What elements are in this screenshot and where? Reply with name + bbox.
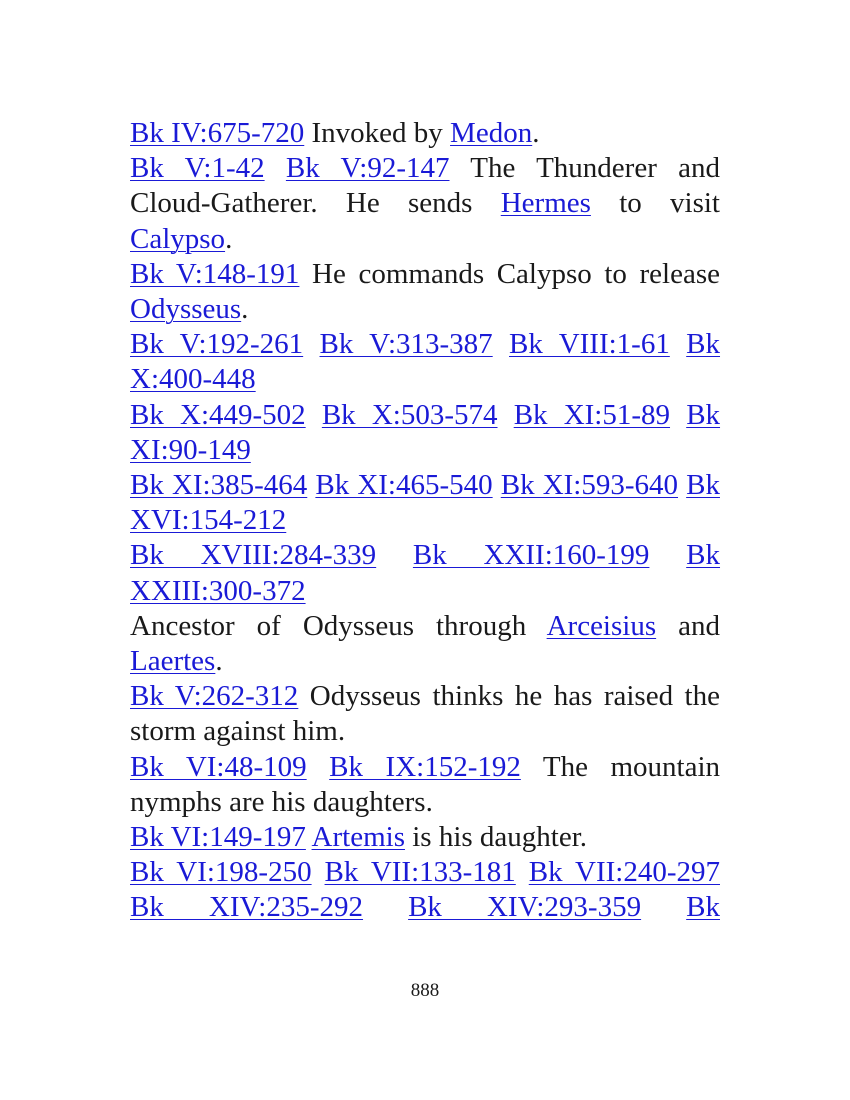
entry-paragraph [130,257,720,327]
reference-link[interactable]: Bk IX:152-192 [329,750,521,783]
entry-text [670,328,686,360]
reference-link[interactable]: Bk VII:240-297 [528,856,720,889]
reference-link[interactable]: Medon [450,117,533,149]
entry-text: to visit [590,187,720,220]
entry-text [312,856,325,888]
reference-link[interactable]: Artemis [311,821,405,854]
reference-link[interactable]: Bk XI:593-640 [500,469,679,502]
entry-text: . [215,645,223,678]
reference-link[interactable]: Bk VI:198-250 [130,856,312,889]
reference-link[interactable]: Arceisius [546,609,657,642]
entry-paragraph [130,151,720,257]
reference-link[interactable]: Bk XXIII:300-372 [130,539,721,607]
reference-link[interactable]: Bk XI:90-149 [130,398,721,466]
entry-text: and [656,609,720,642]
reference-link[interactable]: Bk X:503-574 [321,398,498,431]
entry-text: Ancestor of Odysseus through [130,609,547,642]
reference-link[interactable]: Bk V:313-387 [319,328,493,361]
entry-text: . [225,222,233,255]
entry-paragraph [130,609,720,679]
entry-text: Odysseus thinks he has raised the storm against him. [130,680,720,748]
entry-paragraph [130,468,720,538]
entry-text [516,856,529,888]
reference-link[interactable]: Bk IV:675-720 [130,117,305,149]
page-body [130,116,720,926]
entry-text [376,539,413,571]
entry-paragraph [130,855,720,925]
entry-text: The mountain nymphs are his daughters. [130,750,720,818]
entry-text [303,328,319,360]
reference-link[interactable]: Bk XI:465-540 [315,469,493,502]
entry-text [493,328,509,360]
entry-text [649,539,686,571]
entry-text: Invoked by [304,117,451,149]
entry-text [306,399,322,431]
entry-paragraph [130,820,720,855]
entry-text: is his daughter. [404,821,588,854]
reference-link[interactable]: Bk [686,891,720,924]
reference-link[interactable]: Bk XI:51-89 [513,398,671,431]
entry-paragraph [130,116,720,151]
entry-text: The Thunderer and Cloud-Gatherer. He sends [130,152,721,220]
reference-link[interactable]: Calypso [130,222,226,255]
entry-paragraph [130,679,720,749]
reference-link[interactable]: Bk XIV:235-292 [130,891,364,924]
entry-paragraph [130,538,720,608]
entry-paragraph [130,398,720,468]
reference-link[interactable]: Bk X:400-448 [130,328,721,396]
reference-link[interactable]: Bk V:262-312 [130,680,299,713]
reference-link[interactable]: Bk V:1-42 [130,152,265,185]
reference-link[interactable]: Bk XIV:293-359 [408,891,642,924]
reference-link[interactable]: Bk V:92-147 [285,152,450,185]
reference-link[interactable]: Bk V:148-191 [130,257,300,290]
entry-text [493,469,501,501]
entry-paragraph [130,750,720,820]
reference-link[interactable]: Bk VII:133-181 [324,856,516,889]
reference-link[interactable]: Bk V:192-261 [130,328,304,361]
reference-link[interactable]: Bk XVIII:284-339 [130,539,377,572]
reference-link[interactable]: Bk XVI:154-212 [130,469,720,537]
entry-paragraph [130,327,720,397]
entry-text [363,891,408,923]
reference-link[interactable]: Odysseus [130,293,242,326]
page-number: 888 [410,980,440,1001]
entry-text: . [241,293,249,326]
reference-link[interactable]: Bk VIII:1-61 [509,328,670,361]
entry-text [265,152,286,184]
entry-text [641,891,686,923]
entry-text [670,399,686,431]
reference-link[interactable]: Hermes [500,187,591,220]
reference-link[interactable]: Bk XXII:160-199 [412,539,650,572]
reference-link[interactable]: Bk X:449-502 [130,398,306,431]
entry-text [498,399,514,431]
entry-text [678,469,686,501]
entry-text [307,751,330,783]
reference-link[interactable]: Bk VI:48-109 [130,750,307,783]
reference-link[interactable]: Bk VI:149-197 [130,821,306,854]
reference-link[interactable]: Laertes [130,645,216,678]
entry-text: . [532,117,540,149]
reference-link[interactable]: Bk XI:385-464 [130,469,308,502]
entry-text: He commands Calypso to release [299,257,721,290]
